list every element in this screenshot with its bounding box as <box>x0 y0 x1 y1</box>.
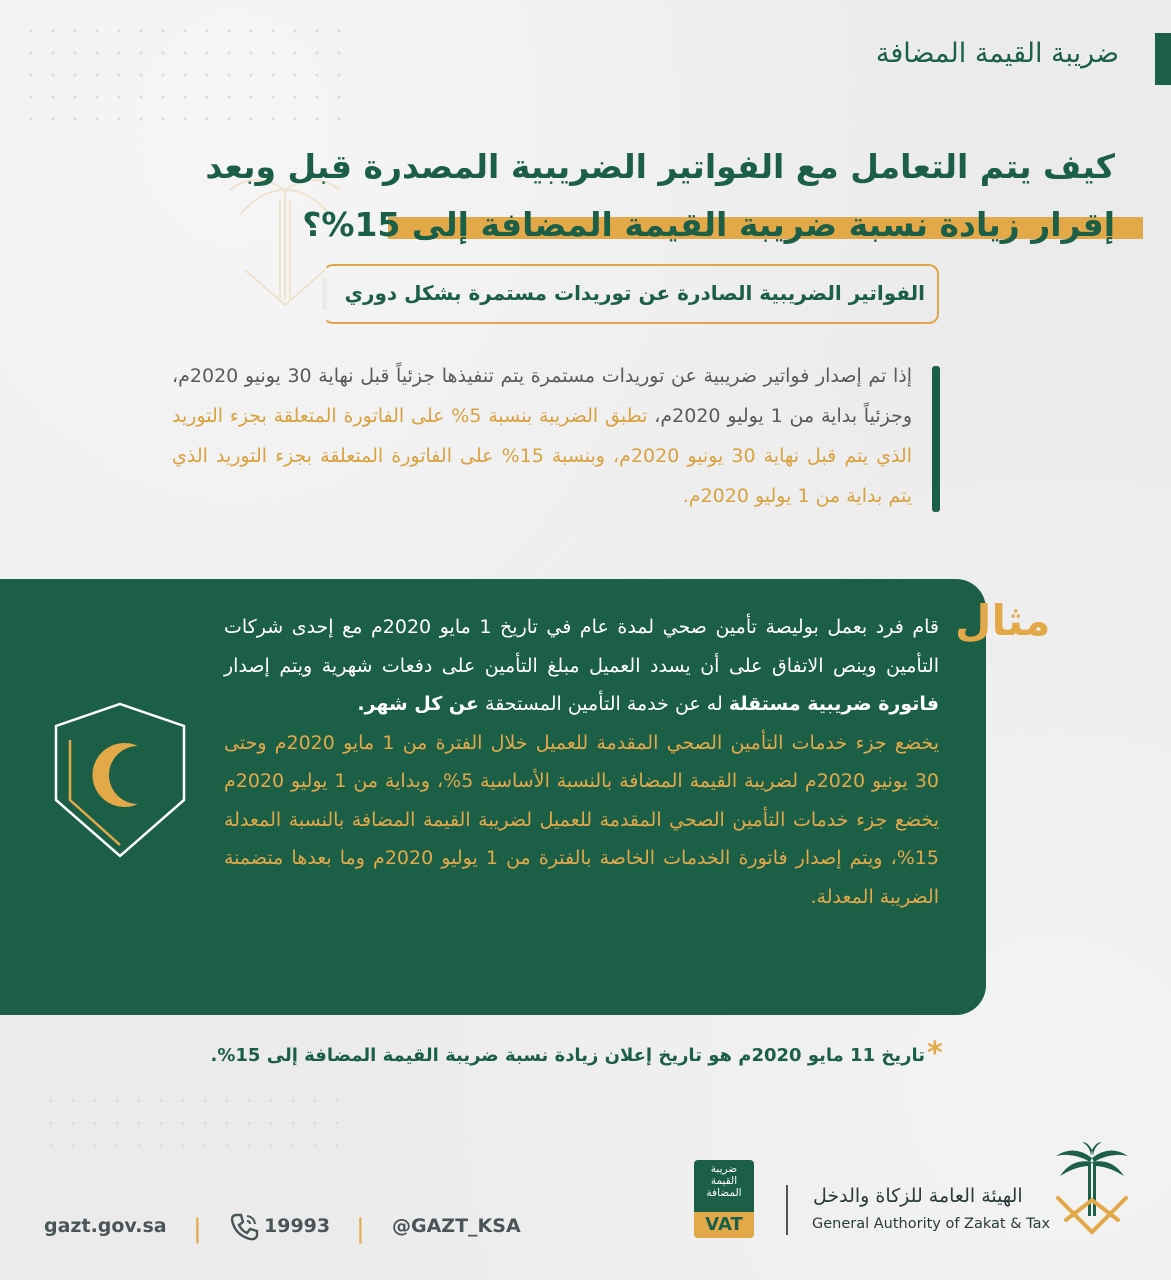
header-title: ضريبة القيمة المضافة <box>875 38 1119 69</box>
main-title-line2: إقرار زيادة نسبة ضريبة القيمة المضافة إلى 15%؟ <box>302 205 1115 244</box>
example-text <box>224 608 939 916</box>
vat-badge-logo <box>694 1160 754 1238</box>
example-bold2: عن كل شهر. <box>357 693 479 715</box>
paragraph-accent-bar <box>932 366 940 512</box>
shield-crescent-icon <box>52 700 188 860</box>
paragraph-highlight: تطبق الضريبة بنسبة 5% على الفاتورة المتعلقة بجزء التوريد الذي يتم قبل نهاية 30 يونيو 2020م، وبنسبة 15% على الفاتورة المتعلقة بجزء التوريد الذي يتم بداية من 1 يوليو 2020م. <box>172 405 912 507</box>
vat-badge-line: ضريبة <box>710 1163 738 1175</box>
gazt-palm-logo-icon <box>1052 1140 1132 1240</box>
vat-badge-line: المضافة <box>706 1187 742 1199</box>
note-asterisk: * <box>927 1036 943 1071</box>
dot-pattern-decoration <box>40 1090 340 1150</box>
footnote: تاريخ 11 مايو 2020م هو تاريخ إعلان زيادة نسبة ضريبة القيمة المضافة إلى 15%. <box>210 1045 925 1066</box>
main-title-line1: كيف يتم التعامل مع الفواتير الضريبية المصدرة قبل وبعد <box>205 147 1115 186</box>
example-label: مثال <box>955 596 1051 645</box>
authority-name-arabic: الهيئة العامة للزكاة والدخل <box>813 1185 1023 1207</box>
dot-pattern-decoration <box>20 20 360 140</box>
example-part1: قام فرد بعمل بوليصة تأمين صحي لمدة عام في تاريخ 1 مايو 2020م مع إحدى شركات التأمين وينص الاتفاق على أن يسدد العميل مبلغ التأمين على دفعات شهرية ويتم إصدار <box>224 616 939 677</box>
vat-badge-label: VAT <box>694 1212 754 1238</box>
paragraph <box>172 356 912 516</box>
example-bold1: فاتورة ضريبية مستقلة <box>728 693 939 715</box>
phone-icon <box>229 1212 259 1242</box>
footer-separator: | <box>193 1214 202 1244</box>
footer-separator: | <box>356 1214 365 1244</box>
vat-badge-line: القيمة <box>710 1175 738 1187</box>
example-highlight: يخضع جزء خدمات التأمين الصحي المقدمة للعميل خلال الفترة من 1 مايو 2020م وحتى 30 يونيو 2020م لضريبة القيمة المضافة بالنسبة الأساسية 5%، وبداية من 1 يوليو 2020م يخضع جزء خدمات التأمين الصحي المقدمة للعميل لضريبة القيمة المضافة بالنسبة المعدلة 15%، ويتم إصدار فاتورة الخدمات الخاصة بالفترة من 1 يوليو 2020م وما بعدها متضمنة الضريبة المعدلة. <box>224 731 939 908</box>
authority-name-english: General Authority of Zakat & Tax <box>812 1216 1051 1232</box>
paragraph-plain: إذا تم إصدار فواتير ضريبية عن توريدات مستمرة يتم تنفيذها جزئياً قبل نهاية 30 يونيو 2020م، وجزئياً بداية من 1 يوليو 2020م، <box>172 365 913 427</box>
twitter-handle[interactable]: @GAZT_KSA <box>392 1215 521 1237</box>
footer-divider <box>786 1185 788 1235</box>
phone-number[interactable]: 19993 <box>264 1215 331 1237</box>
main-title <box>195 138 1115 254</box>
header-accent-bar <box>1155 33 1171 85</box>
subtitle: الفواتير الضريبية الصادرة عن توريدات مستمرة بشكل دوري <box>344 281 925 305</box>
example-part2: له عن خدمة التأمين المستحقة <box>478 693 729 715</box>
website-link[interactable]: gazt.gov.sa <box>44 1215 167 1237</box>
